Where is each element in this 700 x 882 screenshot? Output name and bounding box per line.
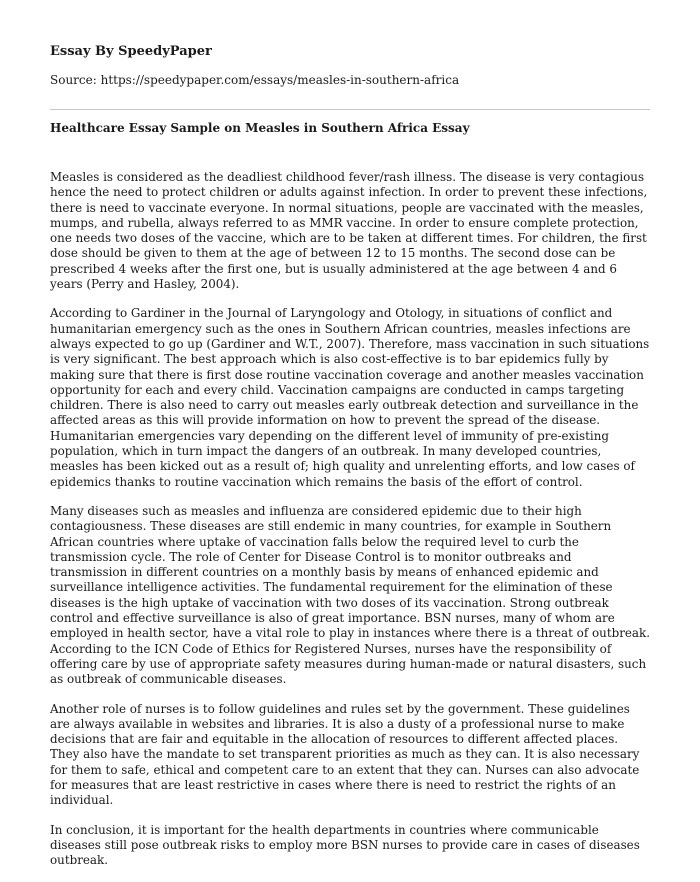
header-divider [50, 109, 650, 110]
paragraph: Another role of nurses is to follow guidelines and rules set by the government. These guidelines are always available in websites and libraries. It is also a dusty of a professional nurse to make decisions that are fair and equitable in the allocation of resources to different affected places. They also have the mandate to set transparent priorities as much as they can. It is also necessary for them to safe, ethical and competent care to an extent that they can. Nurses can also advocate for measures that are least restrictive in cases where there is need to restrict the rights of an individual. [50, 701, 640, 808]
paragraph: According to Gardiner in the Journal of Laryngology and Otology, in situations of conflict and humanitarian emergency such as the ones in Southern African countries, measles infections are always expected to go up (Gardiner and W.T., 2007). Therefore, mass vaccination in such situations is very significant. The best approach which is also cost-effective is to bar epidemics fully by making sure that there is first dose routine vaccination coverage and another measles vaccination opportunity for each and every child. Vaccination campaigns are conducted in camps targeting children. There is also need to carry out measles early outbreak detection and surveillance in the affected areas as this will provide information on how to prevent the spread of the disease. Humanitarian emergencies vary depending on the different level of immunity of pre-existing population, which in turn impact the dangers of an outbreak. In many developed countries, measles has been kicked out as a result of; high quality and unrelenting efforts, and low cases of epidemics thanks to routine vaccination which remains the basis of the effort of control. [50, 306, 650, 489]
essay-title: Healthcare Essay Sample on Measles in Southern Africa Essay [50, 121, 470, 135]
essay-header-title: Essay By SpeedyPaper [50, 44, 212, 59]
paragraph: Measles is considered as the deadliest childhood fever/rash illness. The disease is very contagious hence the need to protect children or adults against infection. In order to prevent these infections, there is need to vaccinate everyone. In normal situations, people are vaccinated with the measles, mumps, and rubella, always referred to as MMR vaccine. In order to ensure complete protection, one needs two doses of the vaccine, which are to be taken at different times. For children, the first dose should be given to them at the age of between 12 to 15 months. The second dose can be prescribed 4 weeks after the first one, but is usually administered at the age between 4 and 6 years (Perry and Hasley, 2004). [50, 170, 648, 292]
paragraph: In conclusion, it is important for the health departments in countries where communicable diseases still pose outbreak risks to employ more BSN nurses to provide care in cases of diseases outbreak. [50, 822, 640, 868]
paragraph: Many diseases such as measles and influenza are considered epidemic due to their high contagiousness. These diseases are still endemic in many countries, for example in Southern African countries where uptake of vaccination falls below the required level to curb the transmission cycle. The role of Center for Disease Control is to monitor outbreaks and transmission in different countries on a monthly basis by means of enhanced epidemic and surveillance intelligence activities. The fundamental requirement for the elimination of these diseases is the high uptake of vaccination with two doses of its vaccination. Strong outbreak control and effective surveillance is also of great importance. BSN nurses, many of whom are employed in health sector, have a vital role to play in instances where there is a threat of outbreak. According to the ICN Code of Ethics for Registered Nurses, nurses have the responsibility of offering care by use of appropriate safety measures during human-made or natural disasters, such as outbreak of communicable diseases. [50, 503, 651, 687]
essay-source-line: Source: https://speedypaper.com/essays/measles-in-southern-africa [50, 73, 460, 87]
essay-body [50, 170, 650, 882]
